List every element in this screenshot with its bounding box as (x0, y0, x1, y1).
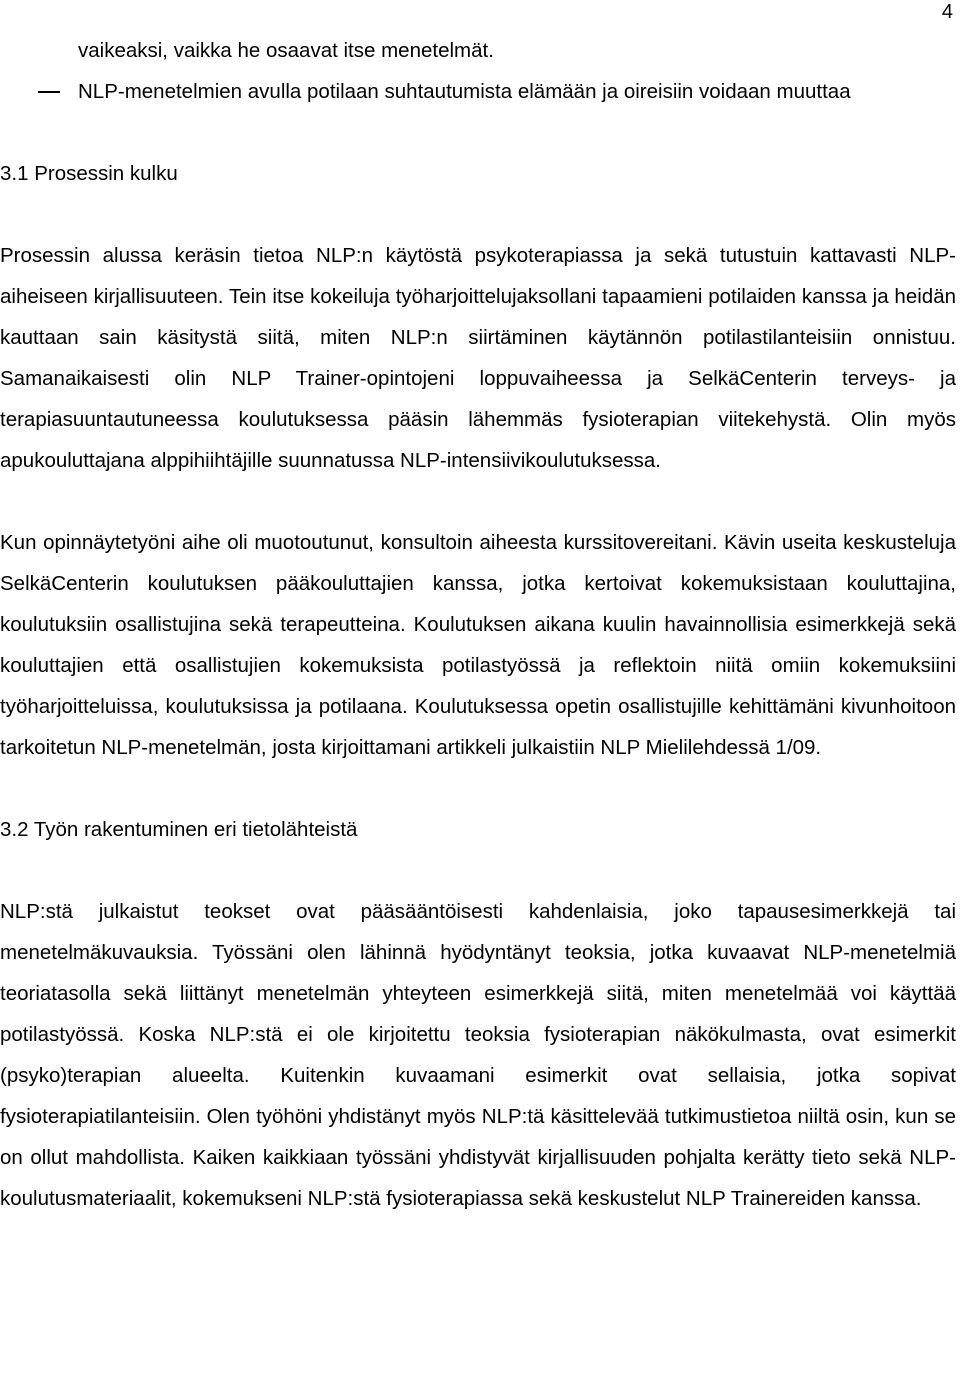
paragraph: NLP:stä julkaistut teokset ovat pääsääntöisesti kahdenlaisia, joko tapausesimerkkejä tai menetelmäkuvauksia. Työssäni olen lähinnä hyödyntänyt teoksia, jotka kuvaavat NLP-menetelmiä teoriatasolla sekä liittänyt menetelmän yhteyteen esimerkkejä siitä, miten menetelmää voi käyttää potilastyössä. Koska NLP:stä ei ole kirjoitettu teoksia fysioterapian näkökulmasta, ovat esimerkit (psyko)terapian alueelta. Kuitenkin kuvaamani esimerkit ovat sellaisia, jotka sopivat fysioterapiatilanteisiin. Olen työhöni yhdistänyt myös NLP:tä käsittelevää tutkimustietoa niiltä osin, kun se on ollut mahdollista. Kaiken kaikkiaan työssäni yhdistyvät kirjallisuuden pohjalta kerätty tieto sekä NLP-koulutusmateriaalit, kokemukseni NLP:stä fysioterapiassa sekä keskustelut NLP Trainereiden kanssa. (0, 900, 956, 1210)
bullet-text: NLP-menetelmien avulla potilaan suhtautumista elämään ja oireisiin voidaan muuttaa (78, 80, 851, 103)
document-body (0, 30, 956, 1219)
paragraph: Kun opinnäytetyöni aihe oli muotoutunut, konsultoin aiheesta kurssitovereitani. Kävin useita keskusteluja SelkäCenterin koulutuksen pääkouluttajien kanssa, jotka kertoivat kokemuksistaan kouluttajina, koulutuksiin osallistujina sekä terapeutteina. Koulutuksen aikana kuulin havainnollisia esimerkkejä sekä kouluttajien että osallistujien kokemuksista potilastyössä ja reflektoin niitä omiin kokemuksiini työharjoitteluissa, koulutuksissa ja potilaana. Koulutuksessa opetin osallistujille kehittämäni kivunhoitoon tarkoitetun NLP-menetelmän, josta kirjoittamani artikkeli julkaistiin NLP Mielilehdessä 1/09. (0, 531, 956, 759)
bullet-continuation: vaikeaksi, vaikka he osaavat itse menetelmät. (78, 39, 494, 62)
page-number: 4 (941, 1, 953, 23)
bullet-item (0, 71, 956, 112)
section-heading-3-2: 3.2 Työn rakentuminen eri tietolähteistä (0, 818, 358, 841)
paragraph: Prosessin alussa keräsin tietoa NLP:n käytöstä psykoterapiassa ja sekä tutustuin kattavasti NLP-aiheiseen kirjallisuuteen. Tein itse kokeiluja työharjoittelujaksollani tapaamieni potilaiden kanssa ja heidän kauttaan sain käsitystä siitä, miten NLP:n siirtäminen käytännön potilastilanteisiin onnistuu. Samanaikaisesti olin NLP Trainer-opintojeni loppuvaiheessa ja SelkäCenterin terveys- ja terapiasuuntautuneessa koulutuksessa pääsin lähemmäs fysioterapian viitekehystä. Olin myös apukouluttajana alppihiihtäjille suunnatussa NLP-intensiivikoulutuksessa. (0, 244, 956, 472)
section-heading-3-1: 3.1 Prosessin kulku (0, 162, 178, 185)
dash-bullet-icon (0, 71, 78, 112)
